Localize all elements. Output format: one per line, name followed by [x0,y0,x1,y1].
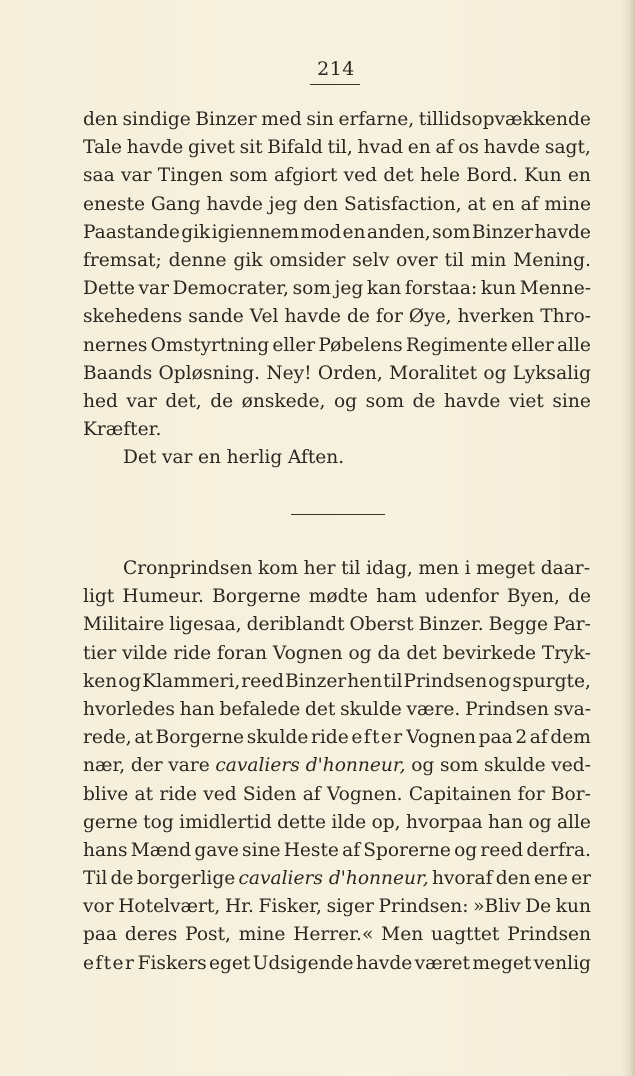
word: mødte [308,586,368,608]
word: hele [420,165,460,187]
word: Mænd [130,839,192,861]
word: en [567,165,591,187]
word: hen [347,670,383,692]
word: igiennem [211,221,300,243]
word: Menne- [519,278,591,300]
word: kun [480,278,517,300]
word: Men [381,924,424,946]
text-line [83,668,591,696]
text-line [83,162,591,190]
word: en [407,137,431,159]
word: tog [143,811,174,833]
word: efter [351,727,404,749]
word: og [411,755,435,777]
word: De [525,896,552,918]
word: Vognen. [326,783,403,805]
paragraph-1 [83,106,591,472]
word: til, [327,137,353,159]
word: anden, [366,221,431,243]
word: eget [208,952,251,974]
word: udenfor [424,586,499,608]
word: da [377,642,401,664]
word: Det [123,447,157,469]
word: daar- [540,558,590,579]
word: Tingen [157,165,224,187]
word: at [134,727,153,749]
word: Oberst [349,614,414,636]
word: imidlertid [179,811,272,833]
word: var [161,447,193,469]
word: Pøbelens [318,334,403,356]
text-line [83,809,591,837]
word: viet [508,390,544,412]
word: havde [126,137,184,159]
word: mine [544,193,591,215]
text-line [83,724,591,752]
word: hans [83,839,128,861]
word: Mening. [513,249,591,271]
word: Borgerne [212,586,301,608]
word: som [292,278,331,300]
word: en [198,447,222,469]
word: sine [242,839,281,861]
word: mine [238,924,286,946]
word: sit [239,137,263,159]
word: skulde [483,755,546,777]
word: været [414,952,470,974]
word: af [302,783,321,805]
text-line [83,893,591,921]
word: jeg [268,193,298,215]
word: at [467,193,486,215]
word: »Bliv [473,896,521,918]
word: gerne [83,811,138,833]
word: havde [534,221,591,243]
word: alle [556,334,591,356]
word: ved [203,783,237,805]
word: Heste [283,839,339,861]
word: afgiort [273,165,338,187]
word: de [110,868,134,890]
word: ride [173,642,212,664]
word: os [458,137,479,159]
word: ligt [83,586,115,608]
word: Begge [488,614,549,636]
word: sine [552,390,591,412]
text-line [83,865,591,893]
text-line [83,781,591,809]
word: ken [83,670,118,692]
word: siger [326,896,374,918]
word: her [303,558,336,579]
text-line [83,416,591,444]
word: Gang [150,193,201,215]
word: nær, [83,755,126,777]
word: var [121,165,152,187]
word: gave [194,839,239,861]
word: herlig [226,447,283,469]
word: og [483,362,507,384]
paragraph-2 [83,555,591,978]
word: idag, [366,558,413,579]
word: i [464,558,471,579]
text-line [83,247,591,275]
word: Omstyrtning [150,334,270,356]
word: Prindsen: [378,896,469,918]
word: nernes [83,334,148,356]
word: spurgte, [512,670,591,692]
word: gik [233,249,263,271]
word: som [365,390,404,412]
word: de [568,586,591,608]
word: Orden, [317,362,383,384]
word: vare [168,755,210,777]
page-number-underline [310,84,360,85]
page-edge-shadow [621,0,635,1076]
word: hed [83,390,118,412]
word: Vognen [406,727,476,749]
word: Binzer [471,221,534,243]
word: paa [478,727,513,749]
word: derfra. [526,839,591,861]
word: Regimente [405,334,508,356]
word: erfarne, [338,109,415,130]
word: Byen, [506,586,560,608]
word: Binzer [195,109,257,130]
word: Tryk- [541,642,591,664]
text-line [83,106,591,134]
word: Vel [249,306,279,328]
word: af [520,193,539,215]
word: af [529,727,548,749]
word: venlig [533,952,591,974]
word: og [333,390,358,412]
word: havde [483,137,541,159]
word: de [210,390,234,412]
word: Kræfter. [83,419,162,441]
word: Tale [83,137,122,159]
word: for [375,306,403,328]
word: Sporerne [363,839,451,861]
word: Til [83,868,108,890]
word: givet [187,137,235,159]
word: Prindsen [465,698,549,720]
page-number: 214 [317,58,355,80]
word: deriblandt [246,614,345,636]
word: til [341,558,361,579]
word: af [435,137,454,159]
word: det [305,698,336,720]
word: fremsat; [83,249,162,271]
word: denne [168,249,227,271]
text-line [83,950,591,978]
word: ride [310,727,349,749]
word: de [346,306,370,328]
word: befalede [219,698,301,720]
word: eneste [83,193,146,215]
word: at [134,783,154,805]
word: reed [241,670,285,692]
word: havde [443,390,501,412]
word: være. [406,698,461,720]
word: hvorledes [83,698,175,720]
word: ønskede, [241,390,326,412]
word: sindige [122,109,191,130]
word: Bifald [267,137,323,159]
word: omsider [269,249,346,271]
text-line [83,696,591,724]
text-line [83,360,591,388]
word: til [383,670,403,692]
word: jeg [334,278,364,300]
word: ligesaa, [169,614,242,636]
text-line [83,611,591,639]
word: op, [371,811,401,833]
word: Cronprindsen [123,558,253,579]
word: som [229,165,268,187]
word: meget [476,558,536,579]
word: hvad [357,137,403,159]
word: en [491,193,515,215]
word: foran [216,642,267,664]
word: Hr. [224,896,254,918]
word: var [126,390,157,412]
word: eller [510,334,554,356]
word: dem [550,727,591,749]
word: som [439,755,479,777]
word: og [118,670,142,692]
word: Opløsning. [158,362,261,384]
word: hvorpaa [405,811,483,833]
word: Paastande [83,221,180,243]
word: skehedens [83,306,183,328]
word: skulde [340,698,402,720]
word: ilde [331,811,367,833]
word: min [470,249,507,271]
word: Dette [83,278,135,300]
word: som [432,221,471,243]
word: gik [181,221,211,243]
word: deres [124,924,178,946]
word: til [444,249,464,271]
word: Siden [242,783,297,805]
word: Thro- [540,306,591,328]
word: den [495,868,531,890]
word: vilde [122,642,168,664]
word: ene [533,868,568,890]
word: ride [159,783,198,805]
word: det, [165,390,202,412]
text-line [83,555,591,583]
word: for [517,783,545,805]
text-line [83,837,591,865]
word: Bord. [466,165,518,187]
word: selv [352,249,390,271]
word: Lyksalig [512,362,591,384]
word: Prindsen [403,670,488,692]
word: Binzer. [418,614,484,636]
word: Democrater, [172,278,289,300]
word: havde [206,193,263,215]
text-line [83,583,591,611]
word: han [488,811,524,833]
word: Moralitet [389,362,478,384]
text-line [83,444,591,472]
word: blive [83,783,129,805]
word: havde [355,952,413,974]
word: forstaa: [404,278,478,300]
word: hverken [457,306,535,328]
word: kom [258,558,299,579]
word: 2 [515,727,528,749]
word: sin [306,109,334,130]
word: Vognen [272,642,343,664]
word: Fiskers [137,952,207,974]
word: og [348,642,372,664]
word: Borgerne [155,727,245,749]
word: Binzer [284,670,347,692]
word: den [83,109,118,130]
text-line [83,332,591,360]
word: tillidsopvækkende [418,109,591,130]
word: sagt, [544,137,591,159]
word: en [342,221,366,243]
word: kan [366,278,402,300]
word: hvoraf [431,868,493,890]
word: og [454,839,478,861]
word: det [406,642,437,664]
word: Kun [524,165,562,187]
word: af [342,839,361,861]
word: han [179,698,215,720]
word: Baands [83,362,153,384]
word: kun [555,896,591,918]
word: efter [83,952,136,974]
text-line [83,275,591,303]
word: den [303,193,339,215]
word: eller [272,334,316,356]
italic-phrase: cavaliers d'honneur, [238,868,429,890]
word: sva- [553,698,591,720]
word: og [488,670,512,692]
word: Øye, [408,306,452,328]
word: Hotelvært, [118,896,221,918]
word: vor [83,896,114,918]
word: ved [343,165,378,187]
word: det [383,165,414,187]
word: er [571,868,591,890]
word: alle [556,811,591,833]
text-line [83,303,591,331]
word: meget [472,952,532,974]
word: Satisfaction, [343,193,462,215]
word: Capitainen [408,783,512,805]
text-line [83,388,591,416]
word: sande [188,306,244,328]
word: ved- [551,755,591,777]
word: mod [300,221,342,243]
word: reed [480,839,524,861]
word: Udsigende [252,952,354,974]
word: Ney! [266,362,312,384]
word: Fisker, [258,896,322,918]
word: der [130,755,163,777]
word: Militaire [83,614,165,636]
word: borgerlige [136,868,236,890]
word: og [528,811,552,833]
word: men [418,558,460,579]
text-line [83,134,591,162]
word: bevirkede [442,642,536,664]
word: Prindsen [507,924,591,946]
word: Par- [552,614,591,636]
word: var [138,278,169,300]
text-line [83,752,591,780]
word: tier [83,642,117,664]
word: ham [376,586,417,608]
text-line [83,921,591,949]
word: med [261,109,302,130]
word: Humeur. [122,586,204,608]
word: Aften. [287,447,345,469]
word: Post, [185,924,231,946]
word: havde [284,306,341,328]
text-line [83,191,591,219]
word: saa [83,165,115,187]
word: de [412,390,436,412]
italic-phrase: cavaliers d'honneur, [215,755,406,777]
section-divider [291,514,385,515]
word: dette [277,811,326,833]
word: Herrer.« [293,924,374,946]
word: paa [83,924,118,946]
word: skulde [246,727,309,749]
text-line [83,219,591,247]
word: Bor- [550,783,591,805]
word: over [396,249,438,271]
word: uagttet [431,924,500,946]
text-line [83,640,591,668]
word: rede, [83,727,132,749]
word: Klammeri, [142,670,241,692]
